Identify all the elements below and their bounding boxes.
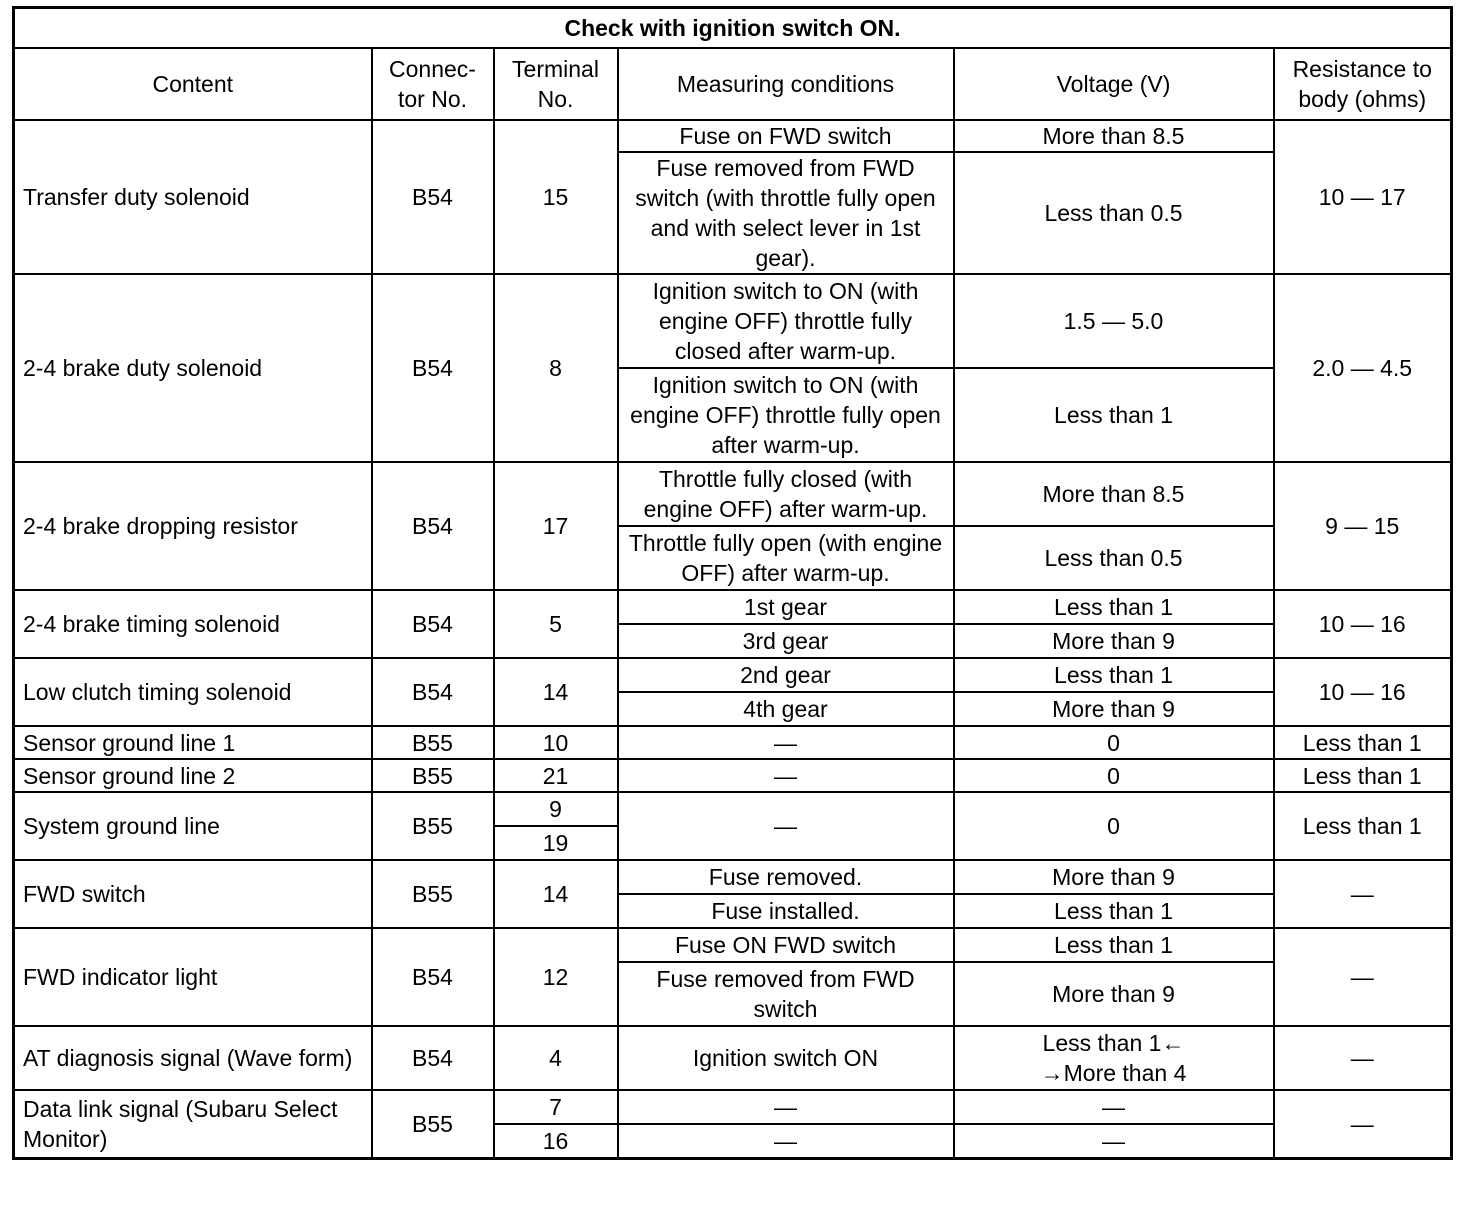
cell-terminal: 5	[494, 590, 618, 658]
cell-terminal: 8	[494, 274, 618, 462]
cell-voltage: More than 9	[954, 692, 1274, 726]
cell-resistance: 10 — 17	[1274, 120, 1452, 274]
cell-resistance: —	[1274, 928, 1452, 1026]
cell-content: Data link signal (Subaru Select Monitor)	[14, 1090, 372, 1159]
cell-content: 2-4 brake timing solenoid	[14, 590, 372, 658]
cell-content: AT diagnosis signal (Wave form)	[14, 1026, 372, 1090]
cell-condition: —	[618, 792, 954, 860]
cell-content: 2-4 brake duty solenoid	[14, 274, 372, 462]
cell-voltage: More than 9	[954, 962, 1274, 1026]
cell-condition: 1st gear	[618, 590, 954, 624]
table-row	[14, 462, 1452, 526]
cell-voltage: Less than 1	[954, 368, 1274, 462]
cell-condition: Fuse removed from FWD switch (with throttle fully open and with select lever in 1st gear).	[618, 152, 954, 274]
header-connector: Connec- tor No.	[372, 48, 494, 120]
cell-content: System ground line	[14, 792, 372, 860]
cell-voltage: —	[954, 1124, 1274, 1159]
cell-content: 2-4 brake dropping resistor	[14, 462, 372, 590]
cell-resistance: —	[1274, 1090, 1452, 1159]
cell-connector: B54	[372, 590, 494, 658]
cell-terminal: 15	[494, 120, 618, 274]
cell-connector: B55	[372, 860, 494, 928]
table-row	[14, 928, 1452, 962]
cell-content: Transfer duty solenoid	[14, 120, 372, 274]
header-row	[14, 48, 1452, 120]
cell-condition: Ignition switch to ON (with engine OFF) throttle fully closed after warm-up.	[618, 274, 954, 368]
header-content: Content	[14, 48, 372, 120]
cell-connector: B54	[372, 274, 494, 462]
cell-terminal: 19	[494, 826, 618, 860]
cell-resistance: Less than 1	[1274, 759, 1452, 792]
cell-terminal: 16	[494, 1124, 618, 1159]
cell-resistance: 10 — 16	[1274, 658, 1452, 726]
cell-resistance: Less than 1	[1274, 792, 1452, 860]
table-row	[14, 726, 1452, 759]
table-title: Check with ignition switch ON.	[14, 8, 1452, 49]
cell-resistance: —	[1274, 860, 1452, 928]
table-row	[14, 590, 1452, 624]
table-row	[14, 759, 1452, 792]
table-row	[14, 1026, 1452, 1090]
cell-voltage: More than 8.5	[954, 462, 1274, 526]
cell-resistance: 2.0 — 4.5	[1274, 274, 1452, 462]
cell-voltage: 0	[954, 759, 1274, 792]
cell-connector: B55	[372, 1090, 494, 1159]
cell-terminal: 9	[494, 792, 618, 826]
cell-condition: Fuse on FWD switch	[618, 120, 954, 152]
cell-content: FWD switch	[14, 860, 372, 928]
cell-condition: Fuse removed from FWD switch	[618, 962, 954, 1026]
header-voltage: Voltage (V)	[954, 48, 1274, 120]
voltage-line-2: →More than 4	[1040, 1060, 1187, 1086]
cell-terminal: 14	[494, 860, 618, 928]
cell-connector: B55	[372, 759, 494, 792]
cell-resistance: 9 — 15	[1274, 462, 1452, 590]
cell-condition: Fuse ON FWD switch	[618, 928, 954, 962]
cell-condition: Throttle fully closed (with engine OFF) after warm-up.	[618, 462, 954, 526]
cell-voltage: 0	[954, 726, 1274, 759]
table-row	[14, 274, 1452, 368]
cell-voltage: Less than 1	[954, 928, 1274, 962]
header-terminal: Terminal No.	[494, 48, 618, 120]
cell-terminal: 17	[494, 462, 618, 590]
cell-voltage: Less than 0.5	[954, 526, 1274, 590]
cell-terminal: 7	[494, 1090, 618, 1124]
cell-connector: B54	[372, 1026, 494, 1090]
cell-condition: 2nd gear	[618, 658, 954, 692]
cell-voltage: More than 9	[954, 860, 1274, 894]
cell-connector: B54	[372, 928, 494, 1026]
cell-resistance: —	[1274, 1026, 1452, 1090]
table-row	[14, 658, 1452, 692]
cell-voltage: Less than 1	[954, 590, 1274, 624]
cell-condition: Fuse removed.	[618, 860, 954, 894]
header-conditions: Measuring conditions	[618, 48, 954, 120]
cell-terminal: 12	[494, 928, 618, 1026]
cell-connector: B54	[372, 658, 494, 726]
voltage-line-1: Less than 1←	[1042, 1030, 1185, 1056]
cell-voltage: 1.5 — 5.0	[954, 274, 1274, 368]
table-row	[14, 860, 1452, 894]
cell-condition: Throttle fully open (with engine OFF) after warm-up.	[618, 526, 954, 590]
cell-voltage	[954, 1026, 1274, 1090]
cell-terminal: 14	[494, 658, 618, 726]
cell-voltage: Less than 1	[954, 894, 1274, 928]
cell-connector: B54	[372, 120, 494, 274]
cell-condition: —	[618, 759, 954, 792]
cell-content: FWD indicator light	[14, 928, 372, 1026]
cell-condition: 4th gear	[618, 692, 954, 726]
table-row	[14, 792, 1452, 826]
cell-terminal: 21	[494, 759, 618, 792]
header-resistance: Resistance to body (ohms)	[1274, 48, 1452, 120]
spec-table-container	[12, 6, 1453, 1160]
cell-voltage: —	[954, 1090, 1274, 1124]
table-row	[14, 120, 1452, 152]
cell-condition: —	[618, 726, 954, 759]
cell-voltage: More than 9	[954, 624, 1274, 658]
cell-content: Sensor ground line 2	[14, 759, 372, 792]
cell-connector: B55	[372, 726, 494, 759]
table-row	[14, 1090, 1452, 1124]
cell-content: Low clutch timing solenoid	[14, 658, 372, 726]
cell-resistance: 10 — 16	[1274, 590, 1452, 658]
cell-voltage: Less than 0.5	[954, 152, 1274, 274]
cell-condition: —	[618, 1090, 954, 1124]
cell-voltage: More than 8.5	[954, 120, 1274, 152]
cell-connector: B55	[372, 792, 494, 860]
check-table	[12, 6, 1453, 1160]
cell-voltage: 0	[954, 792, 1274, 860]
cell-terminal: 10	[494, 726, 618, 759]
cell-resistance: Less than 1	[1274, 726, 1452, 759]
cell-condition: 3rd gear	[618, 624, 954, 658]
cell-content: Sensor ground line 1	[14, 726, 372, 759]
cell-connector: B54	[372, 462, 494, 590]
cell-terminal: 4	[494, 1026, 618, 1090]
cell-voltage: Less than 1	[954, 658, 1274, 692]
cell-condition: —	[618, 1124, 954, 1159]
cell-condition: Ignition switch to ON (with engine OFF) throttle fully open after warm-up.	[618, 368, 954, 462]
cell-condition: Fuse installed.	[618, 894, 954, 928]
cell-condition: Ignition switch ON	[618, 1026, 954, 1090]
